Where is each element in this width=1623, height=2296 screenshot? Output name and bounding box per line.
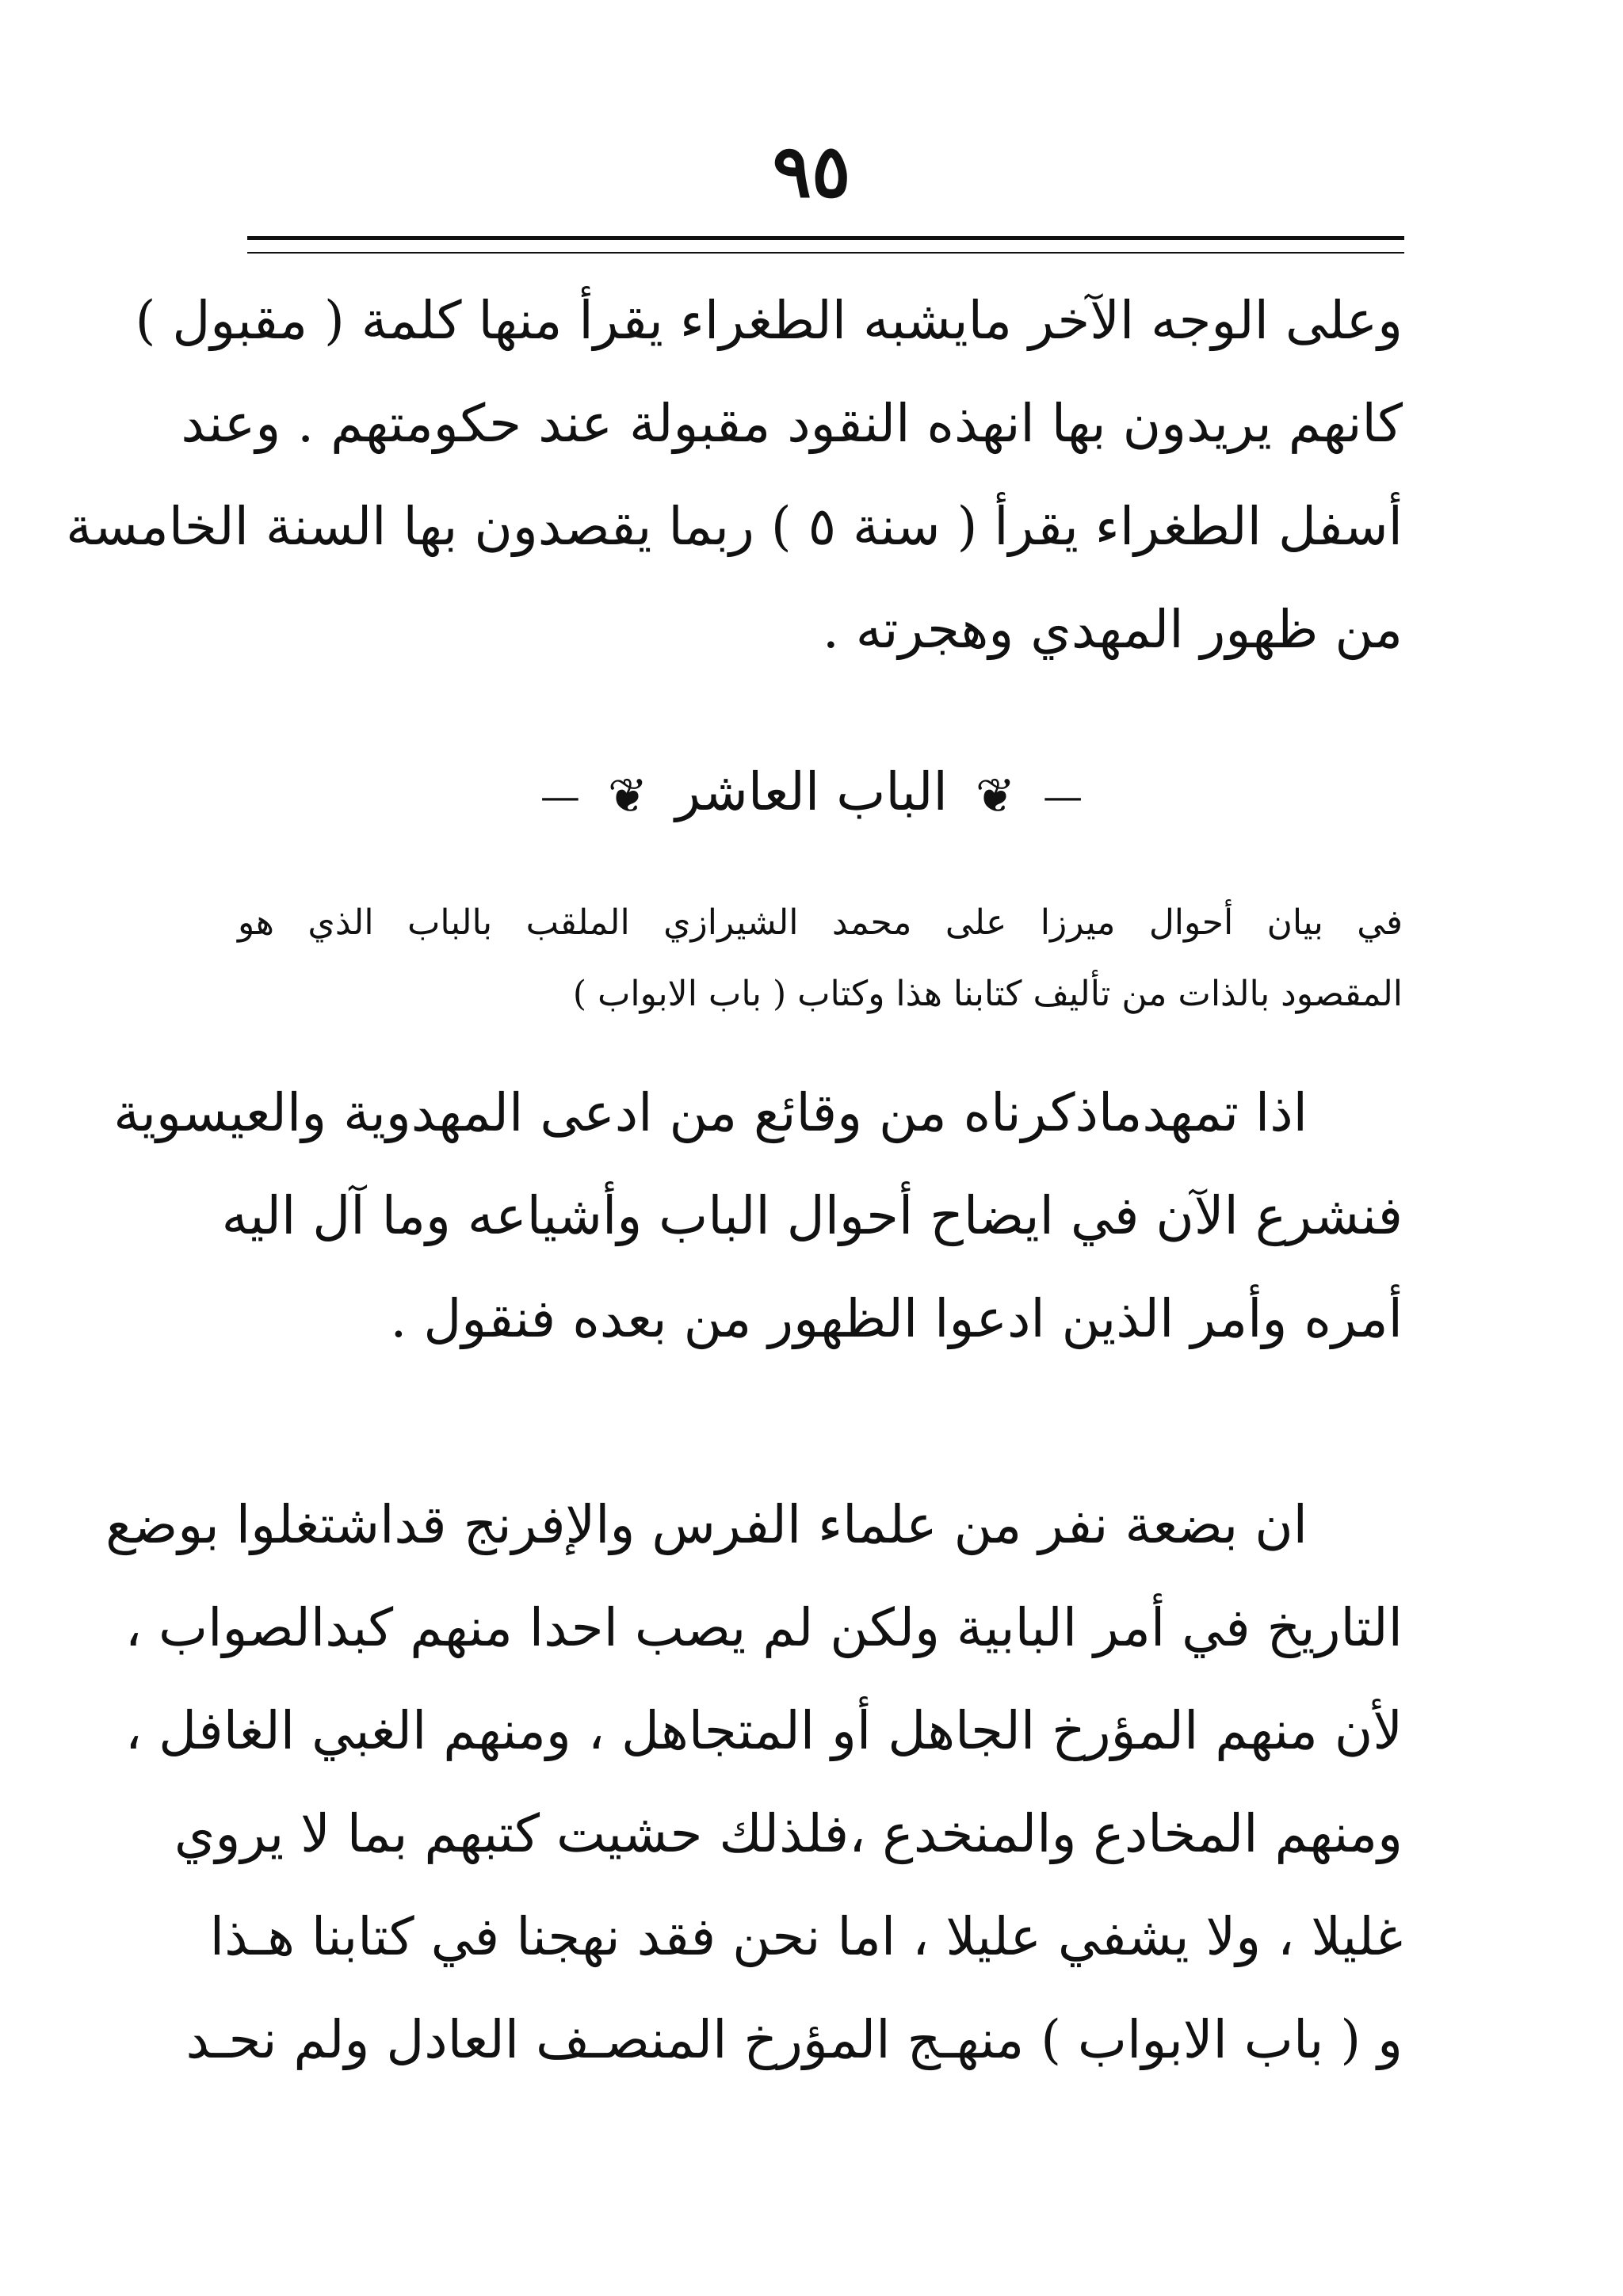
- paragraph-2-line: أمره وأمر الذين ادعوا الظهور من بعده فنقول .: [390, 1288, 1403, 1349]
- header-rule-thick: [247, 236, 1404, 240]
- paragraph-3: [105, 1474, 1403, 2092]
- paragraph-1-line: كانهم يريدون بها انهذه النقود مقبولة عند حكومتهم . وعند: [181, 393, 1403, 454]
- dash-left: —: [540, 773, 580, 819]
- chapter-summary: [238, 887, 1403, 1030]
- paragraph-3-line: التاريخ في أمر البابية ولكن لم يصب احدا منهم كبدالصواب ،: [124, 1597, 1403, 1658]
- paragraph-3-line: غليلا ، ولا يشفي عليلا ، اما نحن فقد نهجنا في كتابنا هـذا: [209, 1906, 1403, 1967]
- paragraph-2-line: فنشرع الآن في ايضاح أحوال الباب وأشياعه وما آل اليه: [221, 1185, 1403, 1246]
- paragraph-2: [113, 1062, 1403, 1371]
- chapter-heading: [0, 753, 1623, 836]
- paragraph-3-line: و ( باب الابواب ) منهـج المؤرخ المنصـف العادل ولم نحـد: [185, 2009, 1403, 2070]
- paragraph-1: [66, 269, 1403, 681]
- chapter-title: الباب العاشر: [675, 761, 948, 822]
- paragraph-3-line: ومنهم المخادع والمنخدع ،فلذلك حشيت كتبهم بما لا يروي: [174, 1803, 1403, 1864]
- header-rule-thin: [247, 252, 1404, 254]
- paragraph-3-line: لأن منهم المؤرخ الجاهل أو المتجاهل ، ومنهم الغبي الغافل ،: [124, 1700, 1403, 1761]
- ornament-left-icon: ❦: [607, 769, 648, 824]
- paragraph-2-line: اذا تمهدماذكرناه من وقائع من ادعى المهدوية والعيسوية: [113, 1082, 1308, 1143]
- paragraph-1-line: وعلى الوجه الآخر مايشبه الطغراء يقرأ منها كلمة ( مقبول ): [135, 290, 1403, 351]
- paragraph-1-line: أسفل الطغراء يقرأ ( سنة ٥ ) ربما يقصدون بها السنة الخامسة: [66, 496, 1403, 557]
- page-number: ٩٥: [772, 128, 851, 214]
- dash-right: —: [1043, 773, 1083, 819]
- paragraph-3-line: ان بضعة نفر من علماء الفرس والإفرنج قداشتغلوا بوضع: [105, 1494, 1308, 1555]
- summary-line: في بيان أحوال ميرزا على محمد الشيرازي الملقب بالباب الذي هو: [238, 902, 1403, 943]
- ornament-right-icon: ❦: [975, 769, 1016, 824]
- summary-line: المقصود بالذات من تأليف كتابنا هذا وكتاب ( باب الابواب ): [572, 974, 1403, 1014]
- paragraph-1-line: من ظهور المهدي وهجرته .: [822, 599, 1403, 660]
